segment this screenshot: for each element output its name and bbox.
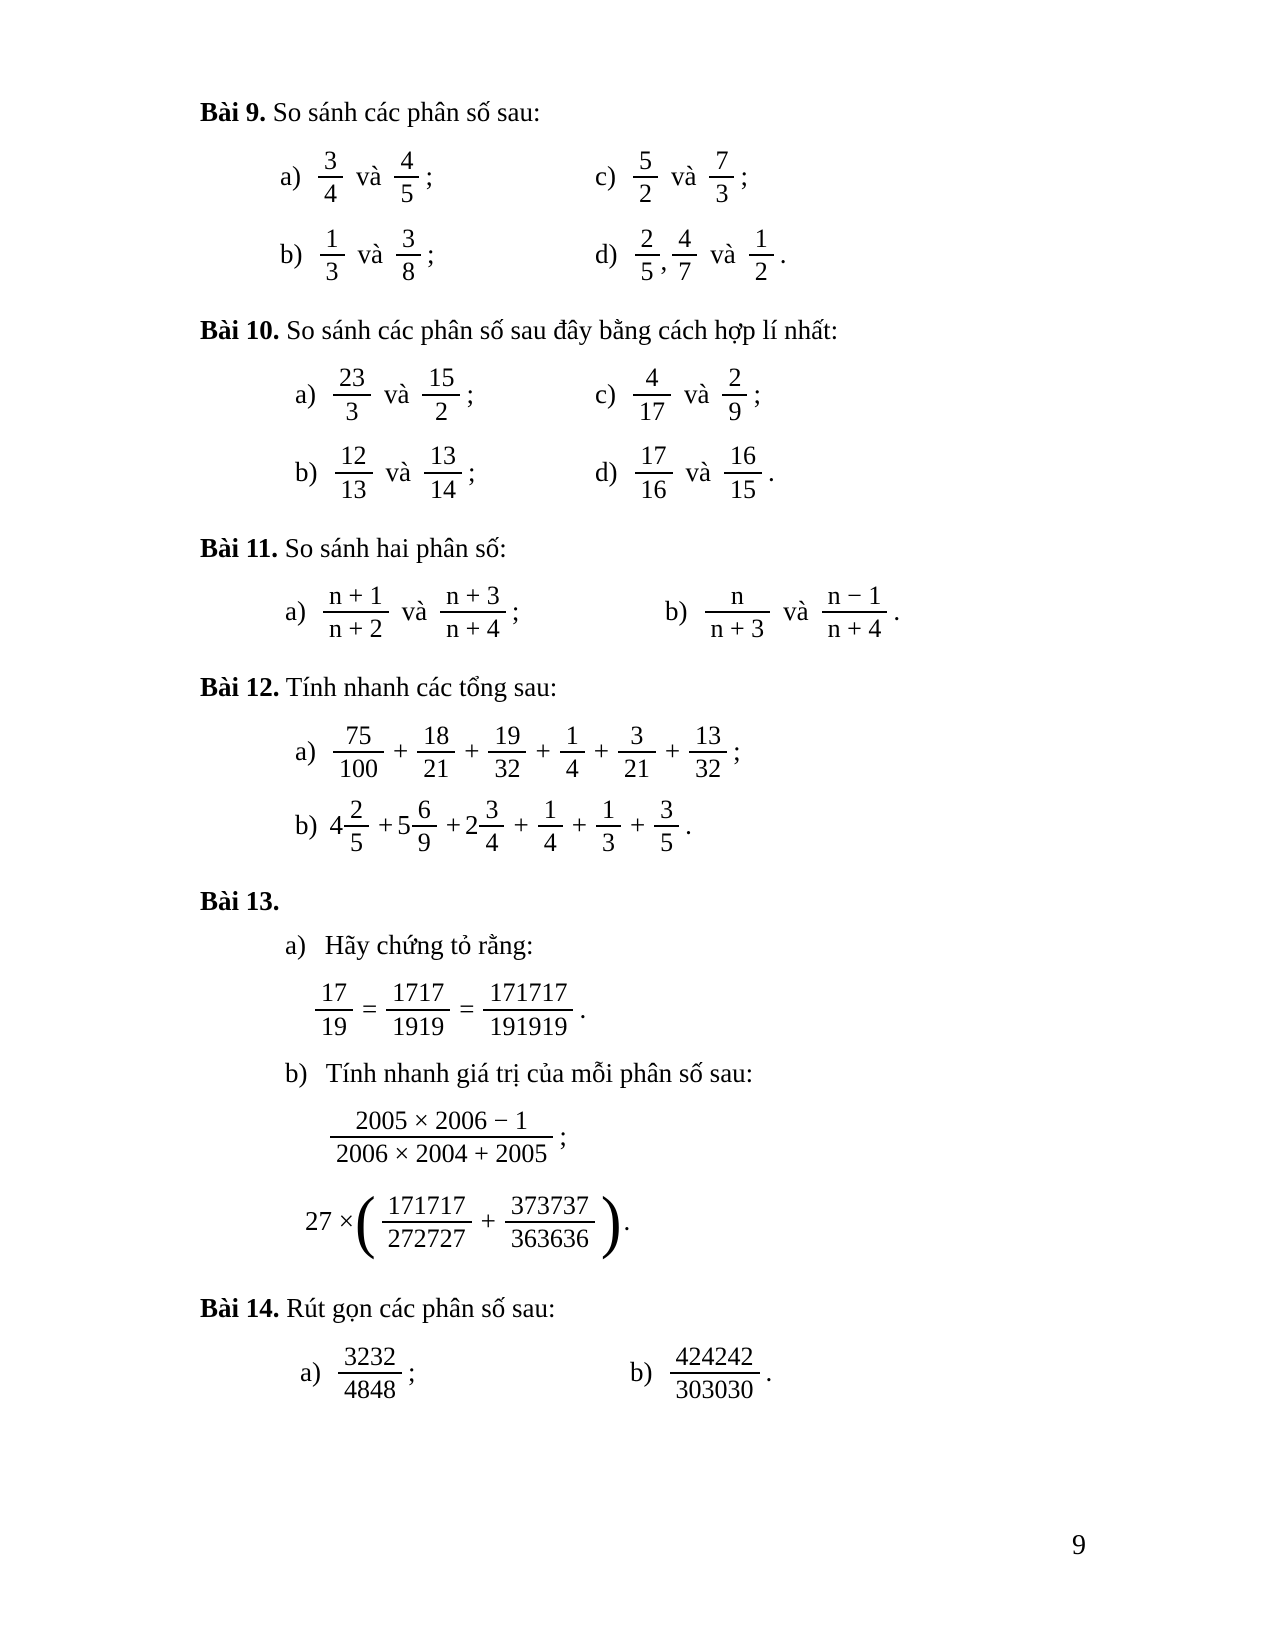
denominator: 19	[321, 1011, 347, 1041]
numerator: 19	[488, 721, 526, 753]
conjunction: và	[783, 596, 809, 627]
denominator: 16	[640, 474, 667, 504]
plus-operator: +	[378, 810, 394, 841]
item-label: b)	[665, 596, 688, 627]
punctuation: ;	[466, 378, 474, 409]
page-number: 9	[1072, 1530, 1086, 1561]
exercise-intro: Rút gọn các phân số sau:	[286, 1293, 556, 1324]
exercise-number: Bài 10.	[200, 314, 280, 345]
fraction	[596, 795, 621, 857]
exercise-number: Bài 9.	[200, 97, 267, 127]
item-label: a)	[295, 378, 316, 409]
exercise-13	[200, 885, 1120, 1270]
fraction	[705, 581, 771, 643]
numerator: 2	[344, 795, 369, 827]
equals-operator: =	[459, 993, 475, 1024]
numerator: 2	[722, 363, 747, 395]
expression-1	[325, 1100, 1120, 1174]
item-label: b)	[630, 1357, 653, 1388]
equation	[310, 973, 1120, 1047]
punctuation: .	[765, 1357, 773, 1388]
conjunction: và	[685, 456, 711, 487]
punctuation: ;	[426, 238, 435, 269]
plus-operator: +	[464, 736, 480, 767]
item-b	[280, 218, 595, 292]
denominator: 4	[323, 178, 337, 208]
mixed-number	[330, 795, 375, 857]
plus-operator: +	[513, 810, 529, 841]
plus-operator: +	[629, 810, 646, 841]
denominator: 4848	[343, 1375, 396, 1404]
exercise-12	[200, 671, 1120, 863]
conjunction: và	[383, 378, 410, 409]
denominator: 272727	[387, 1224, 466, 1254]
denominator: 7	[678, 256, 692, 286]
denominator: 17	[638, 396, 665, 426]
numerator: n − 1	[822, 581, 888, 613]
denominator: 21	[623, 754, 650, 783]
exercise-14	[200, 1292, 1120, 1410]
numerator: 1	[749, 224, 774, 256]
numerator: 3	[479, 795, 504, 827]
fraction	[333, 721, 384, 783]
denominator: n + 3	[710, 614, 765, 644]
numerator: 16	[724, 441, 762, 473]
item-label: d)	[595, 456, 618, 487]
denominator: 3	[345, 396, 359, 426]
item-label: c)	[595, 378, 616, 409]
denominator: 9	[417, 828, 431, 857]
coefficient: 27 ×	[305, 1206, 354, 1237]
denominator: 8	[401, 256, 415, 286]
denominator: 191919	[489, 1011, 568, 1041]
plus-operator: +	[535, 736, 551, 767]
punctuation: ;	[425, 160, 433, 191]
numerator: 23	[333, 363, 371, 395]
numerator: 18	[417, 721, 455, 753]
exercise-heading	[200, 885, 1120, 919]
item-label: c)	[595, 160, 616, 191]
exercise-11	[200, 532, 1120, 650]
items-row	[285, 575, 1120, 649]
denominator: 32	[695, 754, 722, 783]
page-content	[200, 96, 1120, 1432]
fraction	[689, 721, 727, 783]
fraction	[560, 721, 585, 783]
punctuation: ;	[511, 596, 520, 627]
conjunction: và	[357, 238, 383, 269]
conjunction: và	[355, 160, 382, 191]
punctuation: ;	[733, 736, 741, 767]
fraction	[440, 581, 506, 643]
fraction	[654, 795, 679, 857]
exercise-heading	[200, 96, 1120, 130]
denominator: 9	[728, 396, 742, 426]
conjunction: và	[385, 456, 411, 487]
numerator: 13	[424, 441, 462, 473]
fraction	[344, 795, 369, 857]
fraction	[672, 224, 697, 286]
punctuation: .	[623, 1206, 631, 1237]
item-label: a)	[300, 1357, 321, 1388]
items-row	[295, 358, 1120, 432]
item-b	[295, 789, 1120, 863]
numerator: 1	[320, 224, 345, 256]
denominator: n + 4	[446, 614, 500, 644]
numerator: 171717	[483, 978, 573, 1010]
fraction	[822, 581, 888, 643]
item-a	[295, 358, 595, 432]
numerator: n + 1	[323, 581, 389, 613]
whole-part: 2	[464, 810, 479, 841]
item-b	[295, 436, 595, 510]
exercise-intro: Tính nhanh các tổng sau:	[285, 672, 558, 703]
punctuation: ;	[753, 378, 761, 409]
fraction	[505, 1191, 595, 1253]
fraction	[335, 441, 373, 503]
fraction	[318, 146, 343, 208]
item-b	[665, 575, 1120, 649]
numerator: 1	[538, 795, 563, 827]
numerator: 13	[689, 721, 727, 753]
denominator: 13	[340, 474, 367, 504]
fraction	[417, 721, 455, 783]
items-row	[295, 436, 1120, 510]
item-label: b)	[285, 1057, 308, 1088]
item-a	[280, 140, 595, 214]
fraction	[722, 363, 747, 425]
fraction	[394, 146, 419, 208]
fraction	[709, 146, 734, 208]
exercise-intro: So sánh các phân số sau:	[272, 97, 541, 127]
expression-2: 27 × ( $\frac{171717}{272727}$ + $\frac{373737}{363636}$ ) .	[305, 1184, 631, 1261]
mixed-number	[397, 795, 442, 857]
punctuation: ;	[467, 456, 476, 487]
item-a	[300, 1336, 630, 1410]
fraction	[749, 224, 774, 286]
item-b	[630, 1336, 1120, 1410]
exercise-intro: So sánh hai phân số:	[284, 532, 507, 563]
numerator: 4	[633, 363, 671, 395]
numerator: 12	[335, 441, 373, 473]
denominator: 3	[601, 828, 615, 857]
denominator: 303030	[675, 1375, 754, 1404]
numerator: 373737	[505, 1191, 595, 1223]
item-a	[285, 575, 665, 649]
item-c	[595, 358, 1120, 432]
punctuation: .	[579, 993, 587, 1024]
numerator: 3	[618, 721, 656, 753]
fraction	[320, 224, 345, 286]
denominator: 4	[485, 828, 499, 857]
denominator: 21	[423, 754, 450, 783]
denominator: 5	[660, 828, 674, 857]
denominator: 15	[729, 474, 756, 504]
punctuation: .	[685, 810, 692, 841]
exercise-number: Bài 11.	[200, 532, 279, 563]
fraction	[633, 363, 671, 425]
denominator: 363636	[510, 1224, 589, 1254]
plus-operator: +	[664, 736, 681, 767]
numerator: 7	[709, 146, 734, 178]
denominator: 3	[715, 178, 729, 208]
exercise-9	[200, 96, 1120, 292]
comma: ,	[660, 245, 668, 276]
numerator: 1717	[386, 978, 450, 1010]
fraction	[633, 146, 658, 208]
numerator: 4	[672, 224, 697, 256]
denominator: 2	[754, 256, 768, 286]
exercise-heading	[200, 1292, 1120, 1326]
numerator: 171717	[382, 1191, 472, 1223]
fraction	[488, 721, 526, 783]
denominator: n + 4	[827, 614, 882, 644]
exercise-10	[200, 314, 1120, 510]
fraction	[412, 795, 437, 857]
fraction	[724, 441, 762, 503]
fraction	[382, 1191, 472, 1253]
punctuation: ;	[559, 1121, 567, 1152]
numerator: 424242	[670, 1342, 760, 1374]
fraction	[635, 224, 660, 286]
denominator: n + 2	[328, 614, 383, 644]
plus-operator: +	[445, 810, 461, 841]
numerator: 17	[635, 441, 673, 473]
numerator: 2	[635, 224, 660, 256]
plus-operator: +	[392, 736, 409, 767]
fraction	[422, 363, 460, 425]
punctuation: ;	[407, 1357, 416, 1388]
fraction	[618, 721, 656, 783]
whole-part: 5	[397, 810, 411, 841]
exercise-heading	[200, 532, 1120, 566]
mixed-number	[465, 795, 510, 857]
item-c	[595, 140, 1120, 214]
item-label: a)	[285, 929, 306, 960]
punctuation: .	[767, 456, 775, 487]
denominator: 5	[640, 256, 654, 286]
numerator: 75	[333, 721, 384, 753]
exercise-intro: So sánh các phân số sau đây bằng cách hợp lí nhất:	[286, 314, 839, 345]
plus-operator: +	[593, 736, 609, 767]
punctuation: ;	[740, 160, 748, 191]
conjunction: và	[401, 596, 428, 627]
fraction	[315, 978, 353, 1040]
punctuation: .	[893, 596, 901, 627]
fraction	[670, 1342, 760, 1404]
denominator: 1919	[392, 1011, 445, 1041]
item-b-text	[285, 1057, 1120, 1091]
denominator: 4	[543, 828, 557, 857]
conjunction: và	[670, 160, 697, 191]
item-d	[595, 218, 1120, 292]
item-label: b)	[280, 238, 303, 269]
fraction	[635, 441, 673, 503]
item-instruction: Tính nhanh giá trị của mỗi phân số sau:	[325, 1057, 754, 1088]
exercise-heading	[200, 314, 1120, 348]
fraction	[338, 1342, 402, 1404]
numerator: 5	[633, 146, 658, 178]
numerator: 3232	[338, 1342, 402, 1374]
numerator: 1	[560, 721, 585, 753]
numerator: 1	[596, 795, 621, 827]
equals-operator: =	[362, 993, 378, 1024]
exercise-number: Bài 14.	[200, 1293, 280, 1324]
item-label: a)	[295, 736, 316, 767]
numerator: 6	[412, 795, 437, 827]
items-row	[300, 1336, 1120, 1410]
items-row	[280, 218, 1120, 292]
fraction	[424, 441, 462, 503]
plus-operator: +	[480, 1206, 496, 1237]
denominator: 32	[494, 754, 521, 783]
exercise-number: Bài 12.	[200, 672, 280, 703]
denominator: 5	[350, 828, 363, 857]
numerator: 15	[422, 363, 460, 395]
denominator: 14	[429, 474, 456, 504]
exercise-heading	[200, 671, 1120, 705]
exercise-number: Bài 13.	[200, 886, 280, 916]
fraction	[538, 795, 563, 857]
fraction	[333, 363, 371, 425]
fraction	[323, 581, 389, 643]
denominator: 5	[400, 178, 414, 208]
conjunction: và	[710, 238, 736, 269]
numerator: 17	[315, 978, 353, 1010]
denominator: 2	[638, 178, 652, 208]
item-label: b)	[295, 810, 318, 841]
denominator: 100	[338, 754, 378, 783]
numerator: 2005 × 2006 − 1	[330, 1106, 553, 1138]
numerator: 3	[654, 795, 679, 827]
plus-operator: +	[571, 810, 587, 841]
numerator: 3	[318, 146, 343, 178]
fraction	[483, 978, 573, 1040]
item-a-text	[285, 929, 1120, 963]
item-label: a)	[280, 160, 301, 191]
fraction	[479, 795, 504, 857]
item-label: a)	[285, 596, 306, 627]
denominator: 3	[325, 256, 339, 286]
numerator: n	[705, 581, 771, 613]
fraction	[396, 224, 421, 286]
punctuation: .	[779, 238, 787, 269]
item-label: b)	[295, 456, 318, 487]
whole-part: 4	[329, 810, 343, 841]
conjunction: và	[683, 378, 710, 409]
items-row	[280, 140, 1120, 214]
numerator: 3	[396, 224, 421, 256]
denominator: 2	[434, 396, 448, 426]
denominator: 4	[565, 754, 579, 783]
item-d	[595, 436, 1120, 510]
numerator: n + 3	[440, 581, 506, 613]
fraction	[386, 978, 450, 1040]
item-a	[295, 715, 1120, 789]
fraction	[330, 1106, 553, 1168]
numerator: 4	[394, 146, 419, 178]
item-instruction: Hãy chứng tỏ rằng:	[324, 929, 534, 960]
item-label: d)	[595, 238, 618, 269]
denominator: 2006 × 2004 + 2005	[336, 1139, 548, 1169]
